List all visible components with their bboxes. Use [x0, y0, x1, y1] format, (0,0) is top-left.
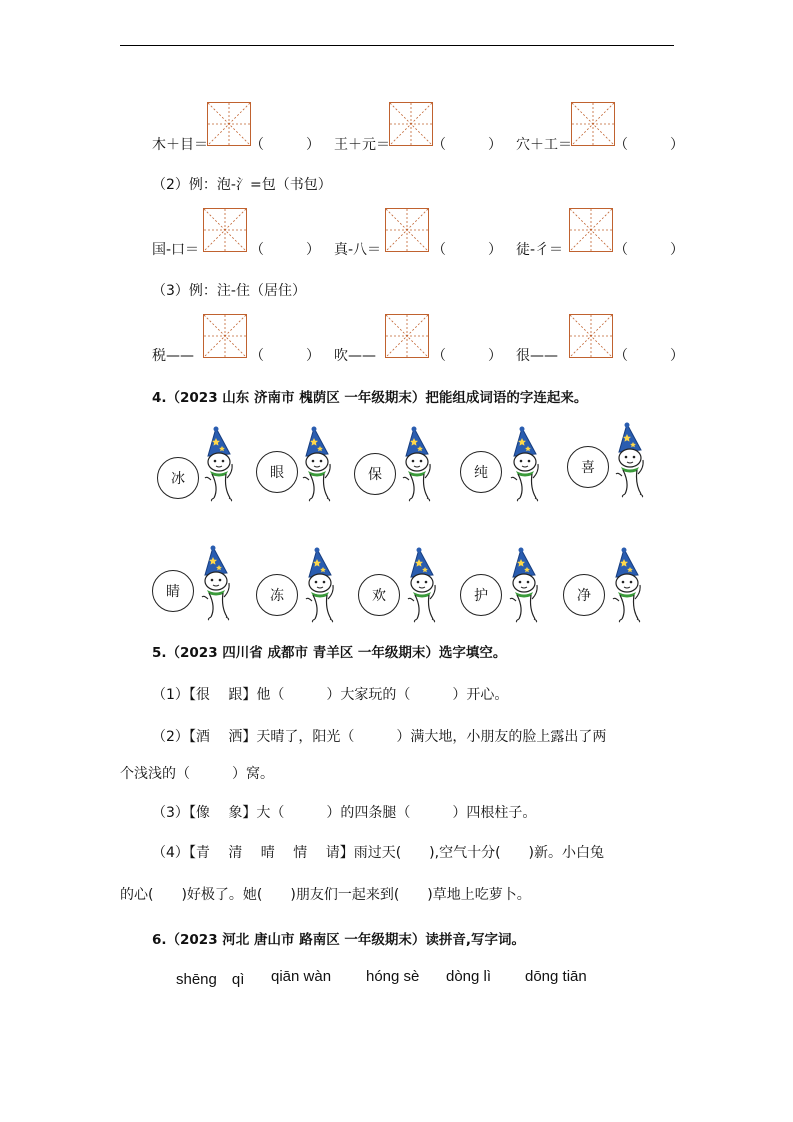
tian-grid-box[interactable] — [385, 208, 429, 252]
char-label: 纯 — [474, 465, 488, 481]
char-bubble[interactable] — [460, 574, 502, 616]
char-bubble[interactable] — [152, 570, 194, 612]
q5-item-2-cont: 个浅浅的（ ）窝。 — [120, 766, 274, 782]
expr-text: 徒-彳＝ — [516, 242, 564, 258]
q5-item-3: （3）【像 象】大（ ）的四条腿（ ）四根柱子。 — [152, 805, 537, 821]
mascot-icon — [508, 426, 542, 506]
char-label: 喜 — [581, 460, 595, 476]
tian-grid-box[interactable] — [389, 102, 433, 146]
q5-item-4: （4）【青 清 晴 情 请】雨过天( ),空气十分( )新。小白兔 — [152, 845, 605, 861]
char-label: 冻 — [270, 588, 284, 604]
q6-title: 6.（2023 河北 唐山市 路南区 一年级期末）读拼音,写字词。 — [152, 932, 526, 948]
mascot-icon — [610, 547, 644, 627]
mascot-icon — [507, 547, 541, 627]
char-bubble[interactable] — [157, 457, 199, 499]
example-3: （3）例：注-住（居住） — [152, 283, 306, 299]
expr-text: 木＋目＝ — [152, 137, 208, 153]
char-bubble[interactable] — [256, 574, 298, 616]
answer-paren[interactable]: （ ） — [614, 242, 684, 258]
answer-paren[interactable]: （ ） — [432, 137, 502, 153]
char-bubble[interactable] — [563, 574, 605, 616]
expr-text: 王＋元＝ — [334, 137, 390, 153]
expr-text: 很—— — [516, 348, 558, 364]
q5-title: 5.（2023 四川省 成都市 青羊区 一年级期末）选字填空。 — [152, 645, 507, 661]
tian-grid-box[interactable] — [385, 314, 429, 358]
tian-grid-box[interactable] — [569, 208, 613, 252]
q4-title: 4.（2023 山东 济南市 槐荫区 一年级期末）把能组成词语的字连起来。 — [152, 390, 588, 406]
mascot-icon — [202, 426, 236, 506]
mascot-icon — [405, 547, 439, 627]
pinyin-word: hóng sè — [366, 968, 420, 985]
char-bubble[interactable] — [256, 451, 298, 493]
tian-grid-box[interactable] — [203, 314, 247, 358]
answer-paren[interactable]: （ ） — [432, 348, 502, 364]
answer-paren[interactable]: （ ） — [614, 137, 684, 153]
char-label: 保 — [368, 467, 382, 483]
example-2: （2）例：泡-氵=包（书包） — [152, 177, 332, 193]
mascot-icon — [400, 426, 434, 506]
char-bubble[interactable] — [354, 453, 396, 495]
answer-paren[interactable]: （ ） — [250, 242, 320, 258]
pinyin-word: dòng lì — [446, 968, 492, 985]
answer-paren[interactable]: （ ） — [250, 137, 320, 153]
char-label: 欢 — [372, 588, 386, 604]
expr-text: 税—— — [152, 348, 194, 364]
char-bubble[interactable] — [358, 574, 400, 616]
pinyin-word: shēng qì — [176, 971, 245, 988]
char-bubble[interactable] — [567, 446, 609, 488]
pinyin-word: qiān wàn — [271, 968, 332, 985]
pinyin-word: dōng tiān — [525, 968, 587, 985]
tian-grid-box[interactable] — [571, 102, 615, 146]
tian-grid-box[interactable] — [569, 314, 613, 358]
tian-grid-box[interactable] — [203, 208, 247, 252]
tian-grid-box[interactable] — [207, 102, 251, 146]
header-rule — [120, 45, 674, 46]
expr-text: 国-口＝ — [152, 242, 200, 258]
mascot-icon — [613, 422, 647, 502]
answer-paren[interactable]: （ ） — [250, 348, 320, 364]
char-label: 净 — [577, 588, 591, 604]
answer-paren[interactable]: （ ） — [432, 242, 502, 258]
mascot-icon — [199, 545, 233, 625]
mascot-icon — [300, 426, 334, 506]
answer-paren[interactable]: （ ） — [614, 348, 684, 364]
char-label: 冰 — [171, 471, 185, 487]
char-label: 眼 — [270, 465, 284, 481]
expr-text: 真-八＝ — [334, 242, 382, 258]
char-label: 睛 — [166, 584, 180, 600]
char-label: 护 — [474, 588, 488, 604]
expr-text: 吹—— — [334, 348, 376, 364]
q5-item-2: （2）【酒 洒】天晴了，阳光（ ）满大地，小朋友的脸上露出了两 — [152, 729, 607, 745]
char-bubble[interactable] — [460, 451, 502, 493]
q5-item-1: （1）【很 跟】他（ ）大家玩的（ ）开心。 — [152, 687, 509, 703]
mascot-icon — [303, 547, 337, 627]
expr-text: 穴＋工＝ — [516, 137, 572, 153]
q5-item-4-cont: 的心( )好极了。她( )朋友们一起来到( )草地上吃萝卜。 — [120, 887, 531, 903]
